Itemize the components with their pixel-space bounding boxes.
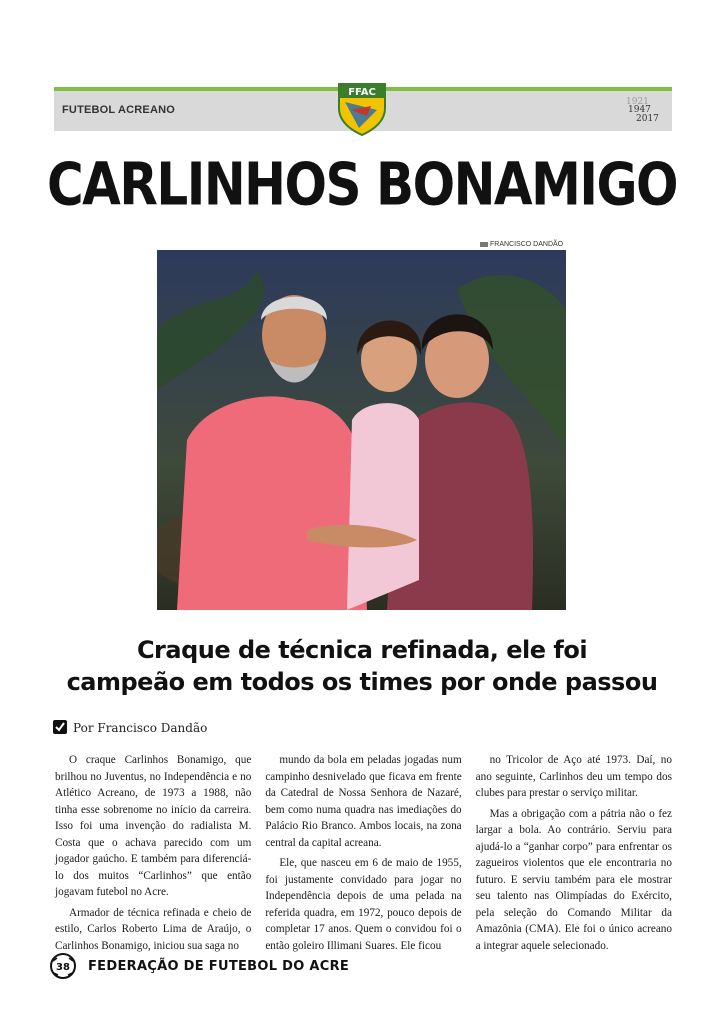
paragraph: mundo da bola em peladas jogadas num campinho desnivelado que ficava em frente da Catedral de Nossa Senhora de Nazaré, bem como numa quadra nas imediações do Palácio Rio Branco. Ambos locais, na zona central da capital acreana. bbox=[265, 754, 462, 849]
year-founded: 1921 bbox=[626, 97, 649, 107]
column-2 bbox=[265, 752, 462, 952]
soccer-ball-icon bbox=[50, 953, 76, 979]
footer-label: FEDERAÇÃO DE FUTEBOL DO ACRE bbox=[88, 959, 350, 974]
article-subtitle bbox=[0, 634, 724, 698]
paragraph: Ele, que nasceu em 6 de maio de 1955, foi justamente convidado para jogar no Independência depois de uma pelada na referida quadra, em 1972, pouco depois de completar 17 anos. Quem o convidou foi o então goleiro Illimani Suares. Ele ficou bbox=[265, 857, 462, 952]
page-footer bbox=[50, 953, 680, 979]
section-label: FUTEBOL ACREANO bbox=[62, 104, 175, 116]
photo-credit-text: FRANCISCO DANDÃO bbox=[490, 241, 564, 248]
subtitle-line-1: Craque de técnica refinada, ele foi bbox=[136, 636, 588, 664]
check-icon bbox=[53, 720, 67, 734]
ffac-logo bbox=[337, 80, 387, 136]
camera-icon bbox=[480, 242, 488, 247]
paragraph: O craque Carlinhos Bonamigo, que brilhou no Juventus, no Independência e no Atlético Acreano, de 1973 a 1988, não tinha esse sobrenome no início da carreira. Isso foi uma invenção do radialista M. Costa que o achava parecido com um jogador gaúcho. E também para diferenciá-lo dos muitos “Carlinhos” que então jogavam futebol no Acre. bbox=[55, 754, 252, 898]
subtitle-line-2: campeão em todos os times por onde passou bbox=[66, 668, 658, 696]
paragraph: Armador de técnica refinada e cheio de estilo, Carlos Roberto Lima de Araújo, o Carlinhos Bonamigo, iniciou sua saga no bbox=[55, 906, 252, 952]
column-3 bbox=[475, 752, 672, 952]
page-number: 38 bbox=[56, 962, 70, 973]
paragraph: Mas a obrigação com a pátria não o fez largar a bola. Ao contrário. Serviu para ajudá-lo a “ganhar corpo” para enfrentar os zagueiros violentos que ele encontraria no futuro. E serviu também para ele mostrar seu talento nas Olimpíadas do Exército, pela seleção do Comando Militar da Amazônia (CMA). Ele foi o único acreano a integrar aquele selecionado. bbox=[475, 807, 672, 952]
byline-text: Por Francisco Dandão bbox=[73, 721, 208, 735]
logo-text: FFAC bbox=[348, 87, 376, 98]
year-current: 2017 bbox=[636, 114, 659, 124]
article-body bbox=[55, 752, 672, 952]
year-mid: 1947 bbox=[628, 105, 651, 115]
column-1 bbox=[55, 752, 252, 952]
article-title: CARLINHOS BONAMIGO bbox=[46, 150, 678, 219]
photo-credit bbox=[480, 241, 563, 248]
byline bbox=[53, 720, 207, 735]
anniversary-years bbox=[622, 97, 666, 129]
paragraph: no Tricolor de Aço até 1973. Daí, no ano seguinte, Carlinhos deu um tempo dos clubes para prestar o serviço militar. bbox=[475, 754, 672, 799]
family-photo bbox=[157, 250, 566, 610]
